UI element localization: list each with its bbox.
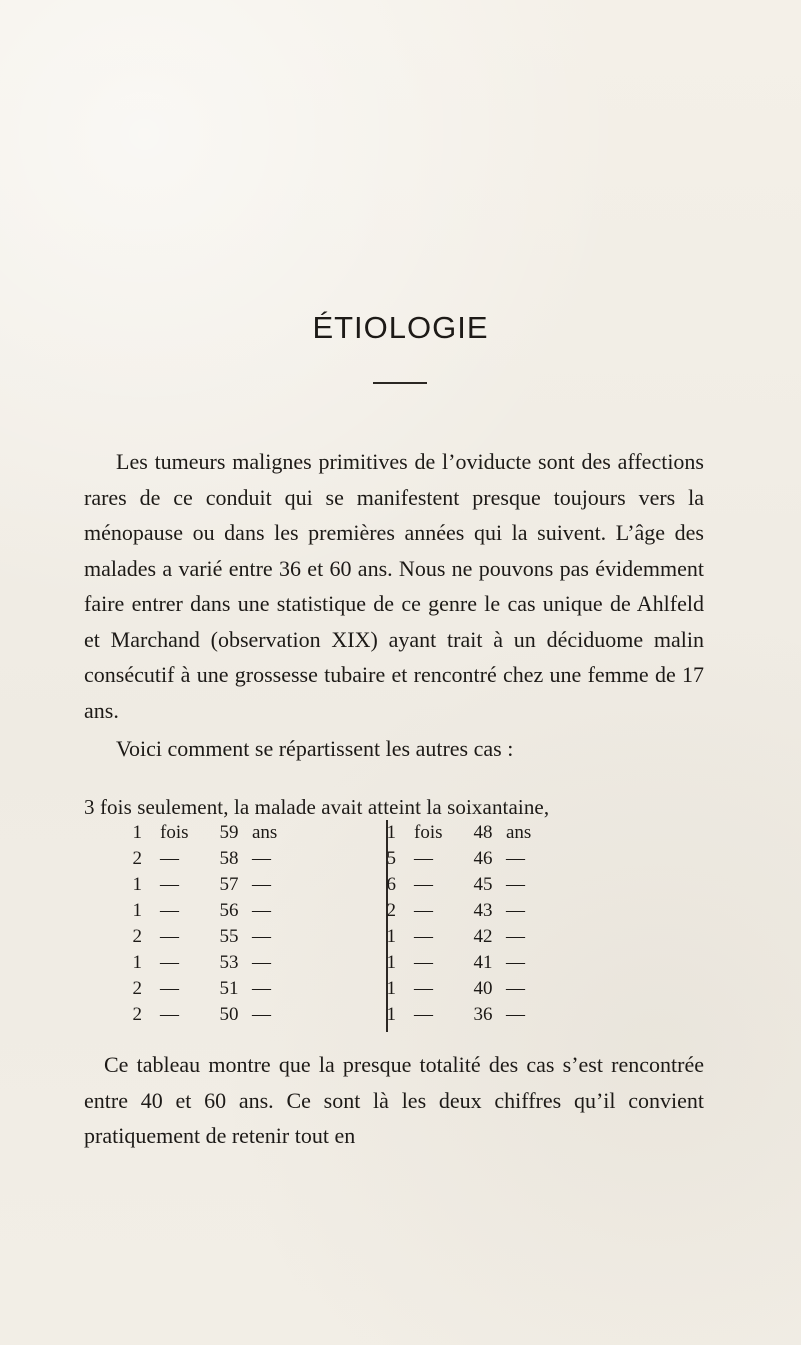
- suffix-cell: —: [252, 952, 271, 973]
- right-age-column: [378, 820, 550, 1028]
- unit-cell: —: [414, 900, 433, 921]
- age-cell: 48: [473, 822, 493, 843]
- count-cell: 2: [132, 1004, 142, 1025]
- age-cell: 56: [219, 900, 239, 921]
- count-cell: 1: [386, 822, 396, 843]
- suffix-cell: —: [506, 952, 525, 973]
- count-cell: 1: [386, 978, 396, 999]
- count-cell: 2: [132, 978, 142, 999]
- unit-cell: —: [160, 900, 179, 921]
- table-row: [124, 924, 296, 950]
- count-cell: 1: [132, 822, 142, 843]
- count-cell: 1: [386, 926, 396, 947]
- suffix-cell: —: [506, 978, 525, 999]
- table-row: [124, 1002, 296, 1028]
- suffix-cell: —: [506, 874, 525, 895]
- unit-cell: fois: [414, 822, 443, 843]
- conclusion-paragraph: Ce tableau montre que la presque totalité des cas s’est rencontrée entre 40 et 60 ans. Ce sont là les deux chiffres qu’il convient pratiquement de retenir tout en: [84, 1052, 704, 1148]
- table-row: [378, 846, 550, 872]
- count-cell: 1: [132, 874, 142, 895]
- lead-line: 3 fois seulement, la malade avait atteint la soixantaine,: [84, 795, 550, 819]
- unit-cell: —: [414, 926, 433, 947]
- suffix-cell: ans: [252, 822, 278, 843]
- count-cell: 6: [386, 874, 396, 895]
- count-cell: 1: [132, 952, 142, 973]
- unit-cell: —: [160, 848, 179, 869]
- table-row: [378, 820, 550, 846]
- suffix-cell: ans: [506, 822, 532, 843]
- count-cell: 2: [386, 900, 396, 921]
- table-row: [124, 872, 296, 898]
- unit-cell: —: [414, 1004, 433, 1025]
- age-cell: 46: [473, 848, 493, 869]
- left-age-column: [124, 820, 296, 1028]
- age-distribution-table: [124, 820, 684, 1030]
- age-cell: 59: [219, 822, 239, 843]
- age-cell: 41: [473, 952, 493, 973]
- suffix-cell: —: [252, 1004, 271, 1025]
- table-row: [124, 976, 296, 1002]
- count-cell: 5: [386, 848, 396, 869]
- suffix-cell: —: [506, 848, 525, 869]
- unit-cell: fois: [160, 822, 189, 843]
- suffix-cell: —: [506, 926, 525, 947]
- table-row: [378, 872, 550, 898]
- intro-paragraph: Les tumeurs malignes primitives de l’oviducte sont des affections rares de ce conduit qui se manifestent presque toujours vers la ménopause ou dans les premières années qui la suivent. L’âge des malades a varié entre 36 et 60 ans. Nous ne pouvons pas évidemment faire entrer dans une statistique de ce genre le cas unique de Ahlfeld et Marchand (observation XIX) ayant trait à un déciduome malin consécutif à une grossesse tubaire et rencontré chez une femme de 17 ans.: [84, 449, 704, 723]
- age-cell: 43: [473, 900, 493, 921]
- suffix-cell: —: [252, 900, 271, 921]
- age-cell: 51: [219, 978, 239, 999]
- suffix-cell: —: [252, 848, 271, 869]
- age-cell: 42: [473, 926, 493, 947]
- suffix-cell: —: [252, 978, 271, 999]
- transition-paragraph: Voici comment se répartissent les autres cas :: [116, 736, 514, 761]
- unit-cell: —: [160, 978, 179, 999]
- age-cell: 50: [219, 1004, 239, 1025]
- suffix-cell: —: [506, 900, 525, 921]
- suffix-cell: —: [252, 874, 271, 895]
- age-cell: 58: [219, 848, 239, 869]
- table-row: [378, 976, 550, 1002]
- age-cell: 53: [219, 952, 239, 973]
- table-row: [124, 898, 296, 924]
- count-cell: 1: [386, 1004, 396, 1025]
- unit-cell: —: [414, 848, 433, 869]
- suffix-cell: —: [506, 1004, 525, 1025]
- count-cell: 1: [132, 900, 142, 921]
- unit-cell: —: [160, 952, 179, 973]
- unit-cell: —: [414, 952, 433, 973]
- unit-cell: —: [160, 874, 179, 895]
- age-cell: 57: [219, 874, 239, 895]
- title-rule: [373, 382, 427, 384]
- table-row: [378, 924, 550, 950]
- suffix-cell: —: [252, 926, 271, 947]
- table-row: [378, 950, 550, 976]
- unit-cell: —: [414, 874, 433, 895]
- count-cell: 2: [132, 926, 142, 947]
- unit-cell: —: [160, 926, 179, 947]
- age-cell: 40: [473, 978, 493, 999]
- unit-cell: —: [160, 1004, 179, 1025]
- age-cell: 45: [473, 874, 493, 895]
- table-row: [378, 898, 550, 924]
- count-cell: 1: [386, 952, 396, 973]
- age-cell: 55: [219, 926, 239, 947]
- table-row: [124, 950, 296, 976]
- unit-cell: —: [414, 978, 433, 999]
- table-row: [124, 820, 296, 846]
- age-cell: 36: [473, 1004, 493, 1025]
- page-title: ÉTIOLOGIE: [312, 310, 489, 345]
- count-cell: 2: [132, 848, 142, 869]
- table-row: [378, 1002, 550, 1028]
- table-row: [124, 846, 296, 872]
